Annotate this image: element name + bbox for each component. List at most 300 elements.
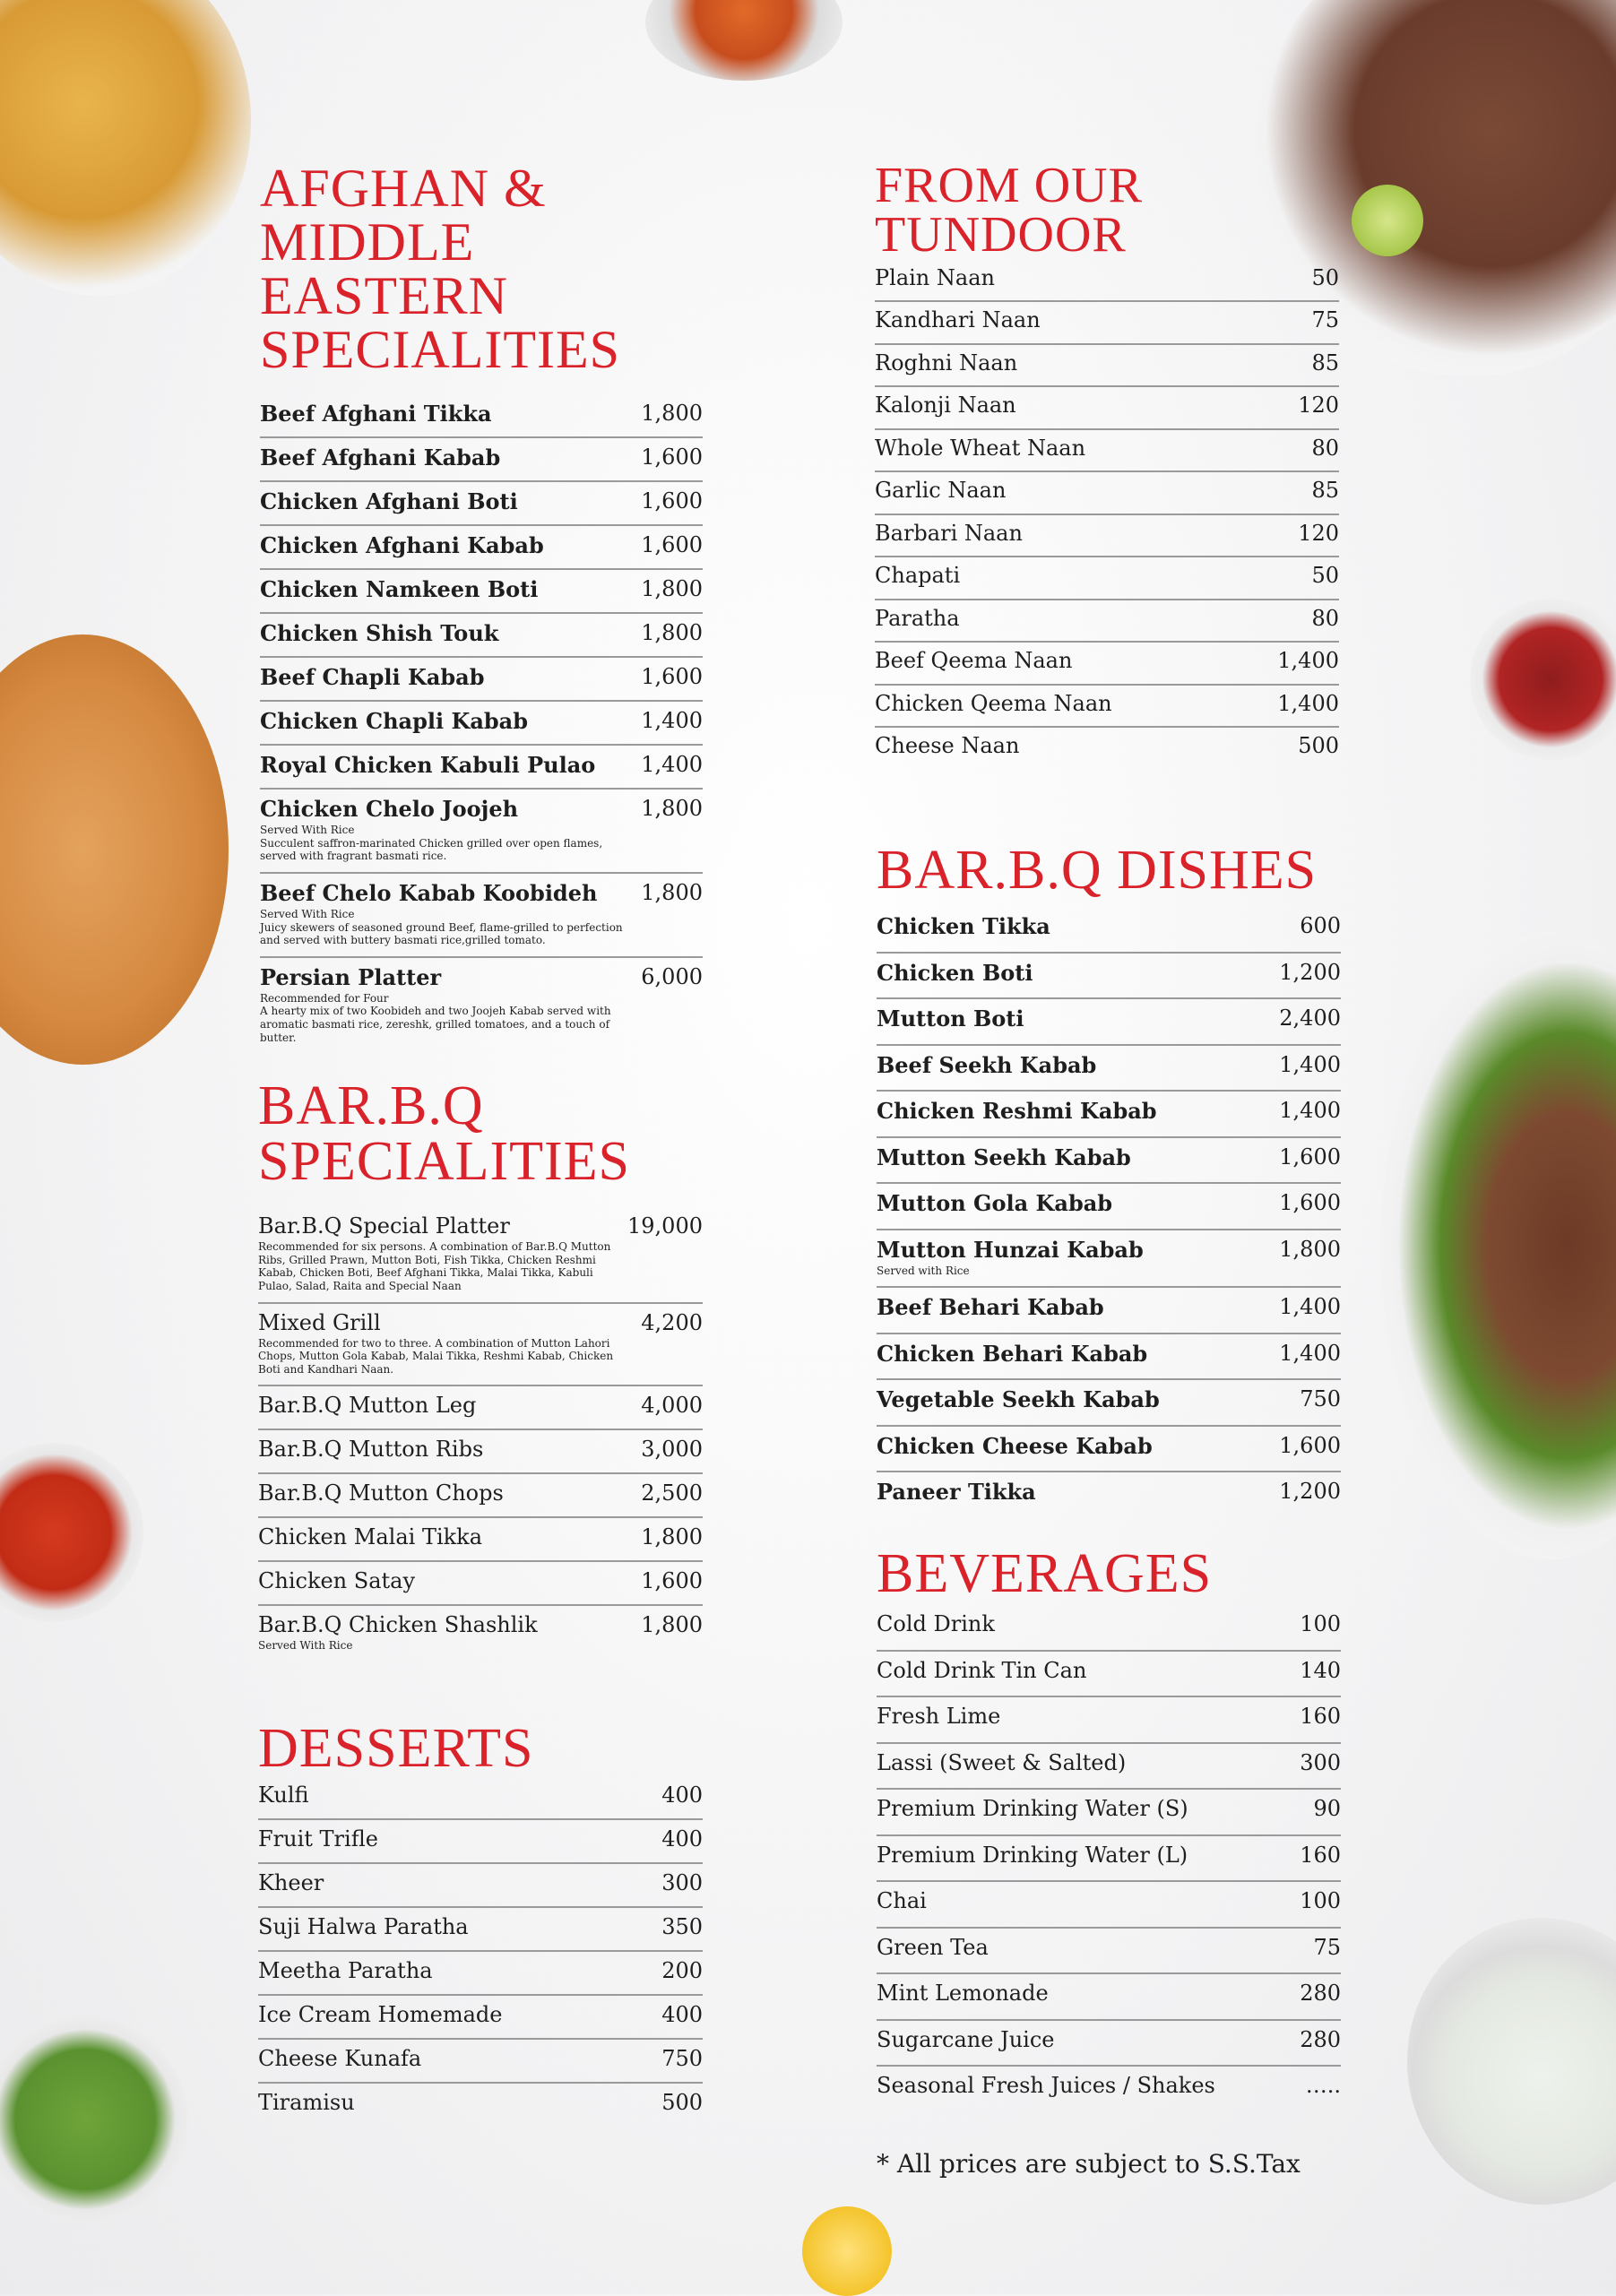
menu-item-name: Chicken Tikka [877,913,1050,939]
menu-item-price: 1,800 [641,401,703,426]
menu-item-name: Garlic Naan [875,478,1007,504]
menu-item-info [877,1704,1000,1729]
menu-item-name: Bar.B.Q Mutton Leg [258,1393,477,1419]
menu-item [258,1606,703,1662]
menu-item-price: 1,600 [1279,1190,1341,1215]
tax-note: * All prices are subject to S.S.Tax [877,2149,1301,2179]
desserts-section [258,1718,703,2128]
beverages-title: BEVERAGES [877,1543,1213,1604]
menu-item-name: Persian Platter [260,963,442,990]
menu-item [877,1046,1341,1092]
menu-item [258,1996,703,2040]
menu-item-name: Beef Afghani Tikka [260,401,492,427]
menu-item-name: Premium Drinking Water (L) [877,1842,1188,1868]
menu-item [260,482,703,526]
menu-item-name: Chicken Malai Tikka [258,1524,483,1550]
menu-item-info [258,1826,378,1851]
menu-item [875,472,1339,515]
menu-item-price: 1,400 [1279,1098,1341,1123]
menu-item-info [258,1480,504,1506]
menu-item-info [258,1524,482,1549]
lemon-slice-image [802,2206,892,2296]
menu-item-price: 19,000 [627,1213,703,1239]
menu-item [877,2067,1341,2113]
menu-item-info [877,1658,1086,1683]
menu-item-info [260,401,492,427]
menu-item-desc-text: Succulent saffron-marinated Chicken grilled over open flames, served with fragrant basmati rice. [260,836,603,863]
menu-item [875,260,1339,303]
menu-item-info [258,2090,355,2115]
menu-item [258,1820,703,1864]
afghan-title: AFGHAN & MIDDLE EASTERN SPECIALITIES [260,159,620,379]
menu-item-subtitle: Served With Rice [260,907,355,920]
menu-item-price: 85 [1311,478,1339,504]
menu-item-price: 1,800 [1279,1236,1341,1262]
menu-item-price: 50 [1311,563,1339,589]
menu-item-info [258,1914,469,1939]
menu-item [877,1092,1341,1138]
menu-item-price: 2,400 [1279,1006,1341,1031]
menu-item-name: Kandhari Naan [875,307,1041,333]
menu-item [877,1288,1341,1334]
menu-item-name: Cold Drink Tin Can [877,1657,1087,1683]
menu-item-name: Mutton Seekh Kabab [877,1144,1131,1170]
menu-item [875,515,1339,558]
menu-item-info [260,964,636,1045]
bbq-specialities-section [258,1075,703,1662]
menu-item-price: 6,000 [641,963,703,989]
menu-item [258,1474,703,1518]
menu-item-price: 1,600 [641,488,703,514]
menu-item-price: 1,600 [641,532,703,557]
menu-item [875,430,1339,473]
menu-item-info [260,752,595,778]
menu-item-desc-text: Juicy skewers of seasoned ground Beef, flame-grilled to perfection and served with buttery basmati rice,grilled tomato. [260,920,623,947]
menu-item-name: Chapati [875,563,961,589]
menu-item-info [877,1052,1096,1078]
menu-item-name: Beef Qeema Naan [875,648,1073,674]
menu-item-price: 1,400 [641,708,703,733]
menu-item-info [260,488,518,514]
menu-item-info [260,796,636,863]
menu-item-name: Beef Behari Kabab [877,1294,1104,1321]
menu-item [258,1430,703,1474]
menu-item [260,874,703,958]
menu-item-info [877,1237,1144,1278]
menu-item [877,1652,1341,1698]
menu-item-info [877,1386,1160,1412]
menu-item-name: Kulfi [258,1782,309,1808]
menu-item-subtitle: Served with Rice [877,1264,970,1277]
menu-item-info [877,913,1050,939]
menu-item [877,1697,1341,1744]
menu-item [258,1207,703,1304]
menu-item-price: 1,800 [641,1612,703,1638]
menu-item-name: Chicken Reshmi Kabab [877,1098,1157,1124]
menu-item [258,2040,703,2084]
menu-item [877,1836,1341,1883]
menu-item-name: Chicken Satay [258,1568,416,1594]
menu-item-name: Seasonal Fresh Juices / Shakes [877,2073,1215,2098]
menu-item [258,1304,703,1387]
menu-item [260,394,703,438]
bbq-dishes-item-list [877,907,1341,1519]
menu-item-price: 100 [1300,1888,1341,1913]
raita-bowl-image [1407,1918,1616,2205]
menu-item [258,2084,703,2128]
menu-item-name: Bar.B.Q Mutton Chops [258,1480,504,1506]
menu-item [875,387,1339,430]
menu-item-price: 200 [661,1958,703,1983]
menu-item-info [258,1213,627,1293]
menu-item-name: Roghni Naan [875,350,1018,375]
chutney-bowl-image [645,0,843,81]
menu-item-info [877,1888,927,1913]
menu-item [260,746,703,790]
menu-item-price: 1,200 [1279,1479,1341,1505]
menu-item [258,1952,703,1996]
menu-item-price: 4,200 [641,1309,703,1335]
menu-item-name: Bar.B.Q Special Platter [258,1213,510,1239]
desserts-title: DESSERTS [258,1718,534,1779]
menu-item-info [260,620,498,646]
menu-item-name: Meetha Paratha [258,1958,433,1983]
menu-item-info [260,445,500,470]
menu-item-price: 400 [661,1826,703,1851]
menu-item [875,686,1339,729]
bbq-dishes-section [877,842,1341,1519]
menu-item-info [875,307,1041,332]
menu-item [877,1334,1341,1381]
menu-item [260,790,703,874]
bbq-dishes-title: BAR.B.Q DISHES [877,840,1318,901]
menu-item-info [260,664,485,690]
menu-item [877,1230,1341,1289]
menu-item-description [258,1240,627,1293]
menu-item-info [877,1098,1157,1124]
menu-item-name: Bar.B.Q Mutton Ribs [258,1437,484,1463]
menu-item-price: 160 [1300,1842,1341,1868]
menu-item-price: 280 [1300,1981,1341,2006]
menu-item-name: Paneer Tikka [877,1479,1036,1506]
menu-item-name: Ice Cream Homemade [258,2002,503,2027]
menu-item [258,1908,703,1952]
menu-item-price: 90 [1313,1796,1341,1821]
menu-item-name: Beef Seekh Kabab [877,1051,1097,1078]
menu-item-price: 280 [1300,2026,1341,2052]
menu-item-name: Suji Halwa Paratha [258,1914,469,1939]
menu-item-name: Chicken Boti [877,959,1033,986]
menu-item [875,302,1339,345]
menu-item-info [877,1144,1131,1170]
menu-item-price: 750 [1300,1386,1341,1412]
menu-item-info [877,1479,1036,1505]
menu-item-info [875,691,1112,716]
menu-item-price: 750 [661,2046,703,2071]
menu-item-price: 1,800 [641,879,703,905]
menu-item-price: 1,600 [641,1568,703,1594]
menu-item-price: 600 [1300,913,1341,938]
menu-item-price: 500 [661,2090,703,2115]
menu-item-price: 75 [1311,307,1339,333]
beverages-section [877,1543,1341,2113]
menu-item-name: Beef Afghani Kabab [260,445,501,470]
menu-item-price: 1,400 [1277,690,1339,716]
menu-item [875,728,1339,771]
menu-item-name: Bar.B.Q Chicken Shashlik [258,1612,538,1638]
menu-item [258,1562,703,1606]
menu-item-name: Fruit Trifle [258,1826,378,1851]
menu-item [877,999,1341,1046]
red-sauce-bowl-image [0,1443,143,1622]
tundoor-item-list [875,260,1339,771]
menu-item-info [258,1612,538,1653]
menu-item-price: 400 [661,1782,703,1808]
menu-item-info [875,350,1017,375]
menu-item-price: 4,000 [641,1393,703,1419]
menu-item-info [875,393,1016,418]
menu-item [877,1427,1341,1473]
menu-item-info [877,1935,989,1960]
menu-item-description [258,1337,635,1377]
menu-item-price: 140 [1300,1657,1341,1683]
menu-item [877,1138,1341,1185]
menu-item [258,1386,703,1430]
menu-item [877,1472,1341,1519]
menu-item [260,614,703,658]
menu-item-name: Chicken Cheese Kabab [877,1432,1153,1459]
menu-item-name: Paratha [875,605,960,631]
menu-item-name: Chicken Qeema Naan [875,690,1112,716]
menu-item-info [875,436,1085,461]
menu-item-name: Chicken Chelo Joojeh [260,796,519,822]
menu-item-name: Premium Drinking Water (S) [877,1796,1188,1821]
bbq-platter-image [1380,932,1616,1559]
menu-item-info [877,1190,1112,1216]
menu-item-name: Mutton Gola Kabab [877,1190,1113,1216]
menu-item-price: 1,600 [1279,1432,1341,1458]
menu-item [875,345,1339,388]
menu-item-info [875,521,1023,546]
nachos-plate-image [0,0,251,296]
menu-item-name: Chicken Namkeen Boti [260,576,539,602]
menu-item-info [877,960,1033,986]
menu-item-info [875,478,1006,503]
menu-item-price: 85 [1311,350,1339,375]
afghan-item-list [260,394,703,1053]
menu-item-name: Chicken Shish Touk [260,620,499,646]
menu-item [260,438,703,482]
menu-item-name: Beef Chelo Kabab Koobideh [260,879,598,906]
menu-item-description [877,1265,1144,1278]
menu-item-info [258,1870,324,1895]
lime-slice-image [1352,185,1423,256]
menu-item-info [258,1568,415,1593]
menu-item-info [258,1958,433,1983]
menu-item-info [877,2027,1054,2052]
menu-item-name: Whole Wheat Naan [875,435,1086,461]
menu-item-info [260,708,528,734]
menu-item-price: 160 [1300,1704,1341,1729]
menu-item-subtitle: Recommended for Four [260,991,389,1005]
menu-item-name: Chicken Behari Kabab [877,1340,1148,1367]
menu-item [260,958,703,1054]
menu-item-info [877,1796,1188,1821]
menu-item-info [875,606,960,631]
menu-item-price: ….. [1305,2073,1341,2098]
menu-item-price: 1,800 [641,796,703,821]
menu-item [258,1776,703,1820]
menu-item-price: 80 [1311,435,1339,461]
menu-item-desc-text: A hearty mix of two Koobideh and two Joojeh Kabab served with aromatic basmati rice, zereshk, grilled tomatoes, and a touch of butter. [260,1005,611,1044]
menu-item-price: 1,600 [641,445,703,470]
ketchup-bowl-image [1470,599,1616,760]
menu-item-price: 300 [1300,1749,1341,1775]
afghan-section [260,161,703,1053]
menu-item-info [877,1006,1024,1031]
menu-item [877,1790,1341,1836]
menu-item-name: Chicken Afghani Boti [260,488,518,514]
menu-item [258,1864,703,1908]
menu-item-info [258,1393,476,1418]
menu-item-price: 300 [661,1870,703,1895]
menu-item-desc-text: Recommended for two to three. A combination of Mutton Lahori Chops, Mutton Gola Kabab, Malai Tikka, Reshmi Kabab, Chicken Boti and Kandhari Naan. [258,1336,614,1376]
menu-item [877,1882,1341,1929]
menu-item-name: Cheese Kunafa [258,2046,422,2071]
menu-item-price: 1,800 [641,620,703,645]
menu-item-price: 100 [1300,1611,1341,1636]
menu-item-price: 50 [1311,264,1339,290]
desserts-item-list [258,1776,703,2128]
menu-item-desc-text: Recommended for six persons. A combination of Bar.B.Q Mutton Ribs, Grilled Prawn, Mutton Boti, Fish Tikka, Chicken Reshmi Kabab, Chicken Boti, Beef Afghani Tikka, Malai Tikka, Kabuli Pulao, Salad, Raita and Special Naan [258,1240,611,1292]
menu-item-description [260,908,636,947]
menu-item [877,954,1341,1000]
menu-item [875,600,1339,643]
menu-item-price: 75 [1313,1934,1341,1960]
menu-item-price: 1,400 [641,752,703,777]
menu-item-name: Royal Chicken Kabuli Pulao [260,752,596,778]
menu-item-description [260,824,636,863]
tundoor-section [875,158,1339,771]
menu-item-name: Fresh Lime [877,1704,1001,1729]
menu-item-info [875,733,1019,758]
menu-item [877,1929,1341,1975]
menu-item-name: Mixed Grill [258,1309,381,1335]
menu-item [877,1605,1341,1652]
menu-item-price: 350 [661,1914,703,1939]
menu-item-name: Chai [877,1888,927,1913]
menu-item-info [877,1341,1147,1367]
menu-item-subtitle: Served With Rice [258,1639,353,1653]
menu-item-price: 2,500 [641,1480,703,1506]
menu-item-description [260,992,636,1045]
menu-item [875,643,1339,686]
menu-item [877,1380,1341,1427]
menu-item-info [877,2073,1215,2098]
menu-item-info [875,648,1072,673]
menu-item-name: Lassi (Sweet & Salted) [877,1749,1127,1775]
menu-item [877,1974,1341,2021]
bbq-specialities-item-list [258,1207,703,1662]
menu-item [260,570,703,614]
menu-item-info [260,576,538,602]
menu-item-price: 400 [661,2002,703,2027]
menu-item-price: 1,600 [1279,1144,1341,1170]
green-chutney-bowl-image [0,2016,188,2223]
menu-item-info [877,1843,1188,1868]
menu-item-price: 1,800 [641,576,703,601]
menu-item-name: Cold Drink [877,1611,995,1636]
menu-item-info [260,532,544,558]
menu-item-price: 1,400 [1277,648,1339,674]
menu-item-price: 80 [1311,605,1339,631]
menu-item [260,526,703,570]
menu-item-description [258,1639,538,1653]
menu-item-name: Chicken Chapli Kabab [260,708,528,734]
naan-bread-image [0,634,229,1065]
menu-item [875,557,1339,600]
menu-item-price: 1,200 [1279,959,1341,985]
menu-item-name: Mint Lemonade [877,1981,1049,2006]
menu-item [877,907,1341,954]
menu-item [877,1184,1341,1230]
menu-item-name: Chicken Afghani Kabab [260,532,544,558]
menu-item-info [877,1750,1126,1775]
menu-item-name: Mutton Boti [877,1006,1024,1031]
menu-item-price: 1,400 [1279,1340,1341,1366]
menu-item-info [258,2002,502,2027]
menu-item-name: Vegetable Seekh Kabab [877,1386,1160,1413]
menu-item [260,658,703,702]
menu-item-info [258,1310,635,1377]
menu-item-price: 1,400 [1279,1294,1341,1320]
menu-item-price: 3,000 [641,1437,703,1463]
menu-item-info [877,1433,1153,1459]
menu-item [877,2021,1341,2067]
tundoor-title: FROM OUR TUNDOOR [875,158,1143,263]
menu-item-price: 1,400 [1279,1051,1341,1077]
menu-item-info [875,563,960,588]
menu-item-name: Kheer [258,1870,324,1895]
menu-item-info [877,1611,995,1636]
menu-item [260,702,703,746]
beverages-item-list [877,1605,1341,2113]
menu-item-name: Barbari Naan [875,520,1023,546]
menu-item-info [258,1782,309,1808]
menu-item-price: 1,600 [641,664,703,689]
menu-item-name: Plain Naan [875,264,995,290]
menu-item-name: Tiramisu [258,2090,355,2115]
menu-item-info [258,1437,483,1462]
menu-item-info [875,265,995,290]
menu-item-name: Green Tea [877,1934,989,1960]
menu-item-price: 500 [1298,733,1339,759]
menu-item-info [877,1294,1104,1320]
menu-item-info [260,880,636,947]
menu-item-price: 120 [1298,393,1339,419]
menu-item-name: Cheese Naan [875,733,1020,759]
menu-item [877,1744,1341,1791]
menu-item-price: 120 [1298,520,1339,546]
menu-item-name: Beef Chapli Kabab [260,664,485,690]
menu-item-name: Kalonji Naan [875,393,1016,419]
menu-item-price: 1,800 [641,1524,703,1550]
menu-item-name: Sugarcane Juice [877,2026,1055,2052]
menu-item-info [258,2046,421,2071]
menu-item [258,1518,703,1562]
menu-item-name: Mutton Hunzai Kabab [877,1236,1144,1263]
menu-item-info [877,1981,1049,2006]
